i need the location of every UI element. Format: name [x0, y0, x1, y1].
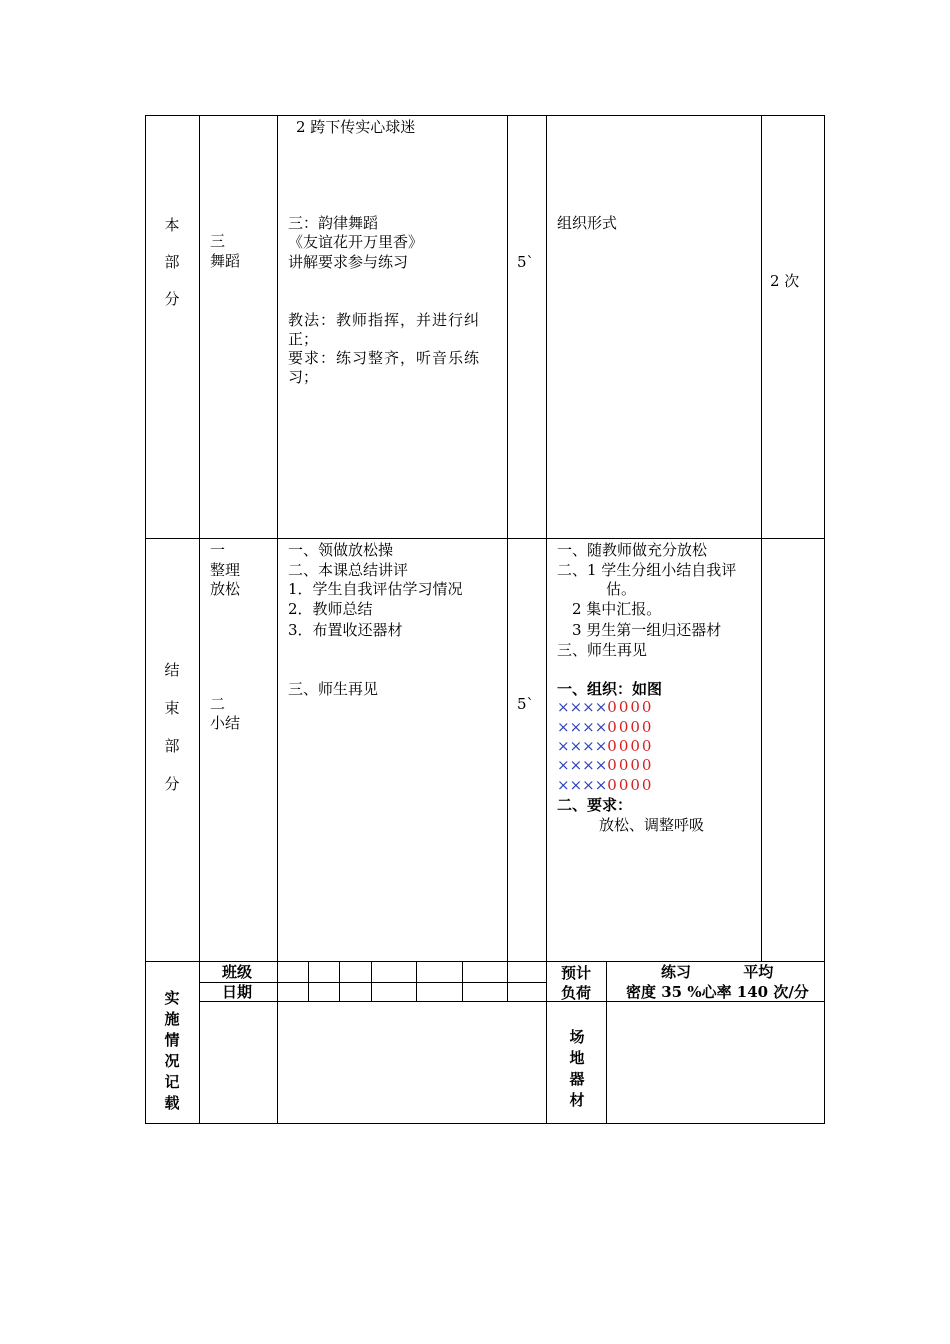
table-right-border — [824, 115, 825, 1124]
record-grid-col — [416, 961, 417, 1001]
formation-group: 0000 — [607, 776, 654, 794]
record-grid-col — [308, 961, 309, 1001]
record-grid-col — [507, 961, 508, 1001]
date-label: 日期 — [222, 983, 253, 1001]
formation-row — [557, 718, 653, 738]
col-divider-5 — [761, 115, 762, 962]
end-student-line: 估。 — [606, 580, 637, 598]
formation-row — [557, 698, 653, 718]
end-content-line: 2．教师总结 — [288, 600, 373, 618]
end-item2-name: 小结 — [210, 714, 241, 732]
main-method-line: 教法：教师指挥，并进行纠 — [288, 311, 481, 329]
end-item1-name: 整理 — [210, 561, 241, 579]
main-part-label: 本 部 分 — [164, 216, 180, 308]
formation-row — [557, 776, 653, 796]
end-student-line: 3 男生第一组归还器材 — [572, 621, 722, 639]
formation-group: 0000 — [607, 756, 654, 774]
main-count: 2 次 — [770, 272, 800, 290]
load-label: 负荷 — [561, 984, 592, 1002]
formation-group: 0000 — [607, 737, 654, 755]
end-content-line: 1．学生自我评估学习情况 — [288, 580, 463, 598]
formation-students: ×××× — [557, 698, 608, 716]
end-content-closing: 三、师生再见 — [288, 680, 379, 698]
main-organization: 组织形式 — [557, 214, 618, 232]
formation-students: ×××× — [557, 718, 608, 736]
formation-group: 0000 — [607, 698, 654, 716]
main-method-line: 正； — [288, 330, 319, 348]
end-content-line: 二、本课总结讲评 — [288, 561, 409, 579]
main-method-line: 习； — [288, 368, 319, 386]
end-student-line: 一、随教师做充分放松 — [557, 541, 708, 559]
formation-row — [557, 756, 653, 776]
end-time: 5` — [517, 695, 535, 713]
main-content-line: 《友谊花开万里香》 — [288, 233, 424, 251]
end-content-line: 一、领做放松操 — [288, 541, 394, 559]
main-top-line: 2 跨下传实心球迷 — [296, 118, 416, 136]
main-item-name: 舞蹈 — [210, 252, 241, 270]
table-bottom-border — [145, 1123, 825, 1124]
main-item-number: 三 — [210, 232, 226, 250]
requirement-text: 放松、调整呼吸 — [599, 816, 705, 834]
record-grid-col — [371, 961, 372, 1001]
col-divider-3 — [507, 115, 508, 962]
requirement-title: 二、要求： — [557, 796, 633, 814]
col-divider-2 — [277, 115, 278, 1124]
formation-students: ×××× — [557, 737, 608, 755]
col-divider-1 — [199, 115, 200, 1124]
main-method-line: 要求：练习整齐，听音乐练 — [288, 349, 481, 367]
end-item2-number: 二 — [210, 695, 226, 713]
end-item1-name: 放松 — [210, 580, 241, 598]
formation-students: ×××× — [557, 776, 608, 794]
end-content-line: 3．布置收还器材 — [288, 621, 403, 639]
formation-students: ×××× — [557, 756, 608, 774]
main-content-line: 三：韵律舞蹈 — [288, 214, 379, 232]
table-left-border — [145, 115, 146, 1124]
end-part-label: 结 束 部 分 — [164, 661, 180, 793]
formation-row — [557, 737, 653, 757]
main-content-line: 讲解要求参与练习 — [288, 253, 409, 271]
row-divider-main-end — [145, 538, 825, 539]
main-time: 5` — [517, 253, 535, 271]
org-title: 一、组织：如图 — [557, 680, 663, 698]
venue-label: 场 地 器 材 — [569, 1028, 585, 1109]
load-label: 预计 — [561, 964, 592, 982]
table-top-border — [145, 115, 825, 116]
end-item1-number: 一 — [210, 541, 226, 559]
load-line-1: 练习 平均 — [661, 963, 774, 981]
col-divider-load — [606, 961, 607, 1124]
record-grid-col — [462, 961, 463, 1001]
load-line-2: 密度 35 %心率 140 次/分 — [626, 983, 809, 1001]
formation-group: 0000 — [607, 718, 654, 736]
end-student-line: 2 集中汇报。 — [572, 600, 662, 618]
record-label: 实 施 情 况 记 载 — [164, 989, 180, 1112]
record-grid-col — [339, 961, 340, 1001]
end-student-line: 二、1 学生分组小结自我评 — [557, 561, 737, 579]
col-divider-4 — [546, 115, 547, 1124]
row-divider-record — [145, 961, 825, 962]
end-student-line: 三、师生再见 — [557, 641, 648, 659]
class-label: 班级 — [222, 963, 253, 981]
